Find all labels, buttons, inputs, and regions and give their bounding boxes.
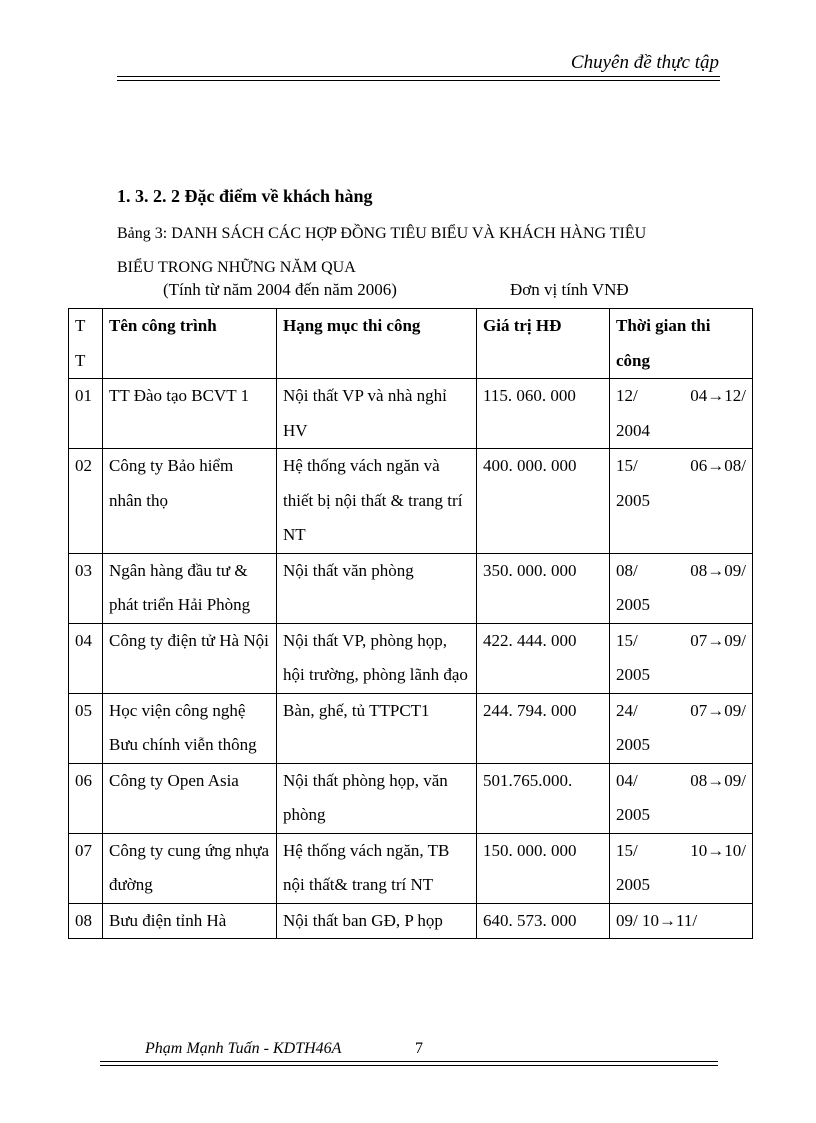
cell-tt: 03 xyxy=(69,553,103,623)
cell-time xyxy=(610,763,753,833)
cell-tt: 08 xyxy=(69,903,103,939)
cell-tt: 07 xyxy=(69,833,103,903)
header-scope: Hạng mục thi công xyxy=(277,309,477,379)
cell-scope: Nội thất văn phòng xyxy=(277,553,477,623)
header-project-name: Tên công trình xyxy=(103,309,277,379)
cell-value: 640. 573. 000 xyxy=(477,903,610,939)
cell-value: 422. 444. 000 xyxy=(477,623,610,693)
time-range: 08→09/ xyxy=(690,560,746,580)
table-row xyxy=(69,449,753,554)
footer-author: Phạm Mạnh Tuấn - KDTH46A xyxy=(145,1040,342,1057)
cell-project-name: Học viện công nghệ Bưu chính viễn thông xyxy=(103,693,277,763)
table-caption-label: Bảng 3: xyxy=(117,225,168,242)
cell-value: 350. 000. 000 xyxy=(477,553,610,623)
cell-scope: Nội thất phòng họp, văn phòng xyxy=(277,763,477,833)
cell-tt: 05 xyxy=(69,693,103,763)
cell-time xyxy=(610,449,753,554)
time-year: 2005 xyxy=(616,805,650,824)
time-range: 07→09/ xyxy=(690,630,746,650)
cell-time xyxy=(610,693,753,763)
cell-tt: 01 xyxy=(69,379,103,449)
table-caption xyxy=(117,217,677,285)
cell-scope: Hệ thống vách ngăn, TB nội thất& trang trí NT xyxy=(277,833,477,903)
table-header-row xyxy=(69,309,753,379)
cell-project-name: Công ty cung ứng nhựa đường xyxy=(103,833,277,903)
section-heading: 1. 3. 2. 2 Đặc điểm về khách hàng xyxy=(117,186,373,206)
table-row xyxy=(69,763,753,833)
footer-rule-bottom xyxy=(100,1065,718,1066)
time-range: 06→08/ xyxy=(690,456,746,475)
cell-value: 400. 000. 000 xyxy=(477,449,610,554)
cell-value: 501.765.000. xyxy=(477,763,610,833)
cell-project-name: TT Đào tạo BCVT 1 xyxy=(103,379,277,449)
time-range: 04→12/ xyxy=(690,386,746,405)
cell-tt: 02 xyxy=(69,449,103,554)
cell-time xyxy=(610,903,753,939)
cell-value: 244. 794. 000 xyxy=(477,693,610,763)
period-note: (Tính từ năm 2004 đến năm 2006) xyxy=(163,280,397,299)
header-time: Thời gian thi công xyxy=(610,309,753,379)
cell-project-name: Bưu điện tỉnh Hà xyxy=(103,903,277,939)
cell-scope: Nội thất ban GĐ, P họp xyxy=(277,903,477,939)
page-number: 7 xyxy=(415,1040,423,1057)
cell-tt: 06 xyxy=(69,763,103,833)
cell-project-name: Ngân hàng đầu tư & phát triển Hải Phòng xyxy=(103,553,277,623)
time-day: 12/ xyxy=(616,386,638,405)
cell-time xyxy=(610,379,753,449)
unit-note: Đơn vị tính VNĐ xyxy=(510,280,629,299)
table-caption-text: DANH SÁCH CÁC HỢP ĐỒNG TIÊU BIỂU VÀ KHÁCH HÀNG TIÊU BIỂU TRONG NHỮNG NĂM QUA xyxy=(117,225,647,276)
header-value: Giá trị HĐ xyxy=(477,309,610,379)
time-day: 15/ xyxy=(616,456,638,475)
cell-project-name: Công ty điện tử Hà Nội xyxy=(103,623,277,693)
table-row xyxy=(69,833,753,903)
cell-project-name: Công ty Bảo hiểm nhân thọ xyxy=(103,449,277,554)
cell-value: 150. 000. 000 xyxy=(477,833,610,903)
header-tt: T T xyxy=(69,309,103,379)
time-range: 07→09/ xyxy=(690,700,746,720)
running-header-title: Chuyên đề thực tập xyxy=(570,52,719,73)
time-year: 2005 xyxy=(616,595,650,614)
time-day: 24/ xyxy=(616,700,638,720)
cell-time xyxy=(610,833,753,903)
cell-tt: 04 xyxy=(69,623,103,693)
time-day: 08/ xyxy=(616,560,638,580)
footer-rule-top xyxy=(100,1061,718,1062)
table-row xyxy=(69,903,753,939)
time-year: 2005 xyxy=(616,665,650,684)
contracts-table xyxy=(68,308,753,939)
time-day: 04/ xyxy=(616,770,638,790)
cell-time xyxy=(610,623,753,693)
cell-scope: Hệ thống vách ngăn và thiết bị nội thất & trang trí NT xyxy=(277,449,477,554)
cell-value: 115. 060. 000 xyxy=(477,379,610,449)
table-row xyxy=(69,379,753,449)
time-year: 2005 xyxy=(616,490,650,510)
cell-time xyxy=(610,553,753,623)
header-rule-bottom xyxy=(117,80,720,81)
cell-project-name: Công ty Open Asia xyxy=(103,763,277,833)
time-year: 2004 xyxy=(616,420,650,440)
time-range: 10→10/ xyxy=(690,840,746,860)
table-row xyxy=(69,623,753,693)
cell-scope: Nội thất VP, phòng họp, hội trường, phòng lãnh đạo xyxy=(277,623,477,693)
cell-scope: Bàn, ghế, tủ TTPCT1 xyxy=(277,693,477,763)
time-day: 15/ xyxy=(616,840,638,860)
time-year: 2005 xyxy=(616,875,650,894)
table-row xyxy=(69,553,753,623)
time-year: 2005 xyxy=(616,735,650,754)
time-day: 09/ 10→11/ xyxy=(616,910,698,930)
header-rule-top xyxy=(117,76,720,77)
time-day: 15/ xyxy=(616,630,638,650)
table-row xyxy=(69,693,753,763)
cell-scope: Nội thất VP và nhà nghỉ HV xyxy=(277,379,477,449)
time-range: 08→09/ xyxy=(690,770,746,790)
